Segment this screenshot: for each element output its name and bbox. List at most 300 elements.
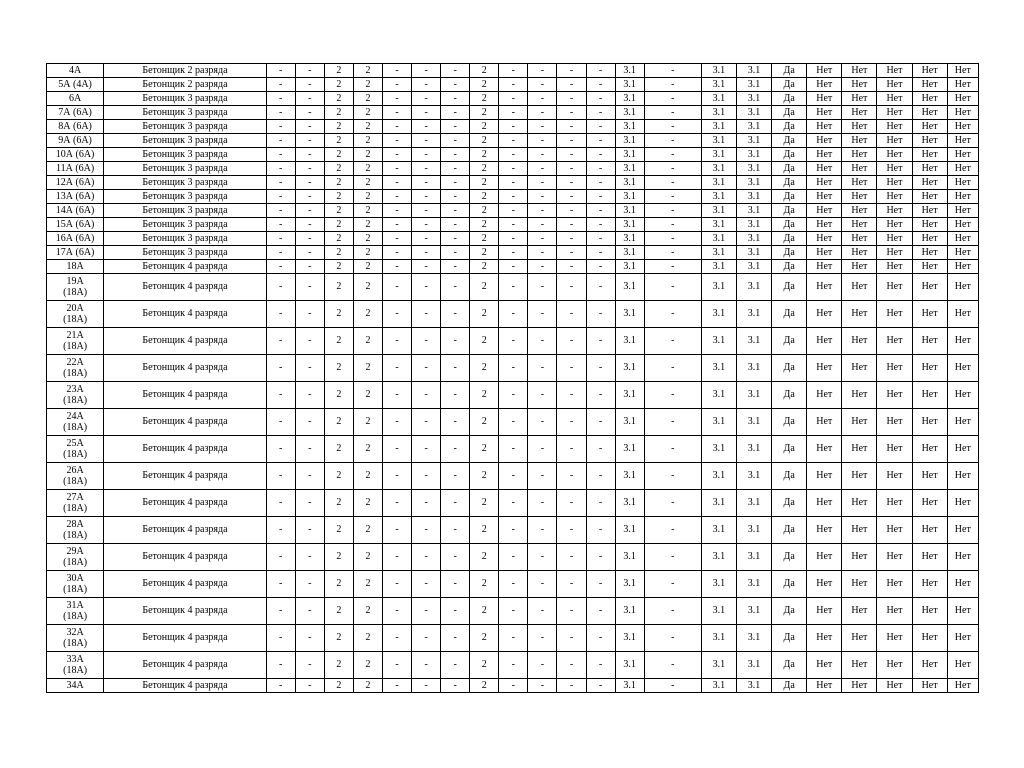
value-cell: - — [499, 328, 528, 355]
value-cell: - — [412, 490, 441, 517]
workplace-id-cell — [47, 64, 104, 78]
value-cell: - — [557, 625, 586, 652]
value-cell: 2 — [353, 218, 382, 232]
value-cell: - — [586, 328, 615, 355]
table-row — [47, 78, 979, 92]
value-cell: - — [266, 218, 295, 232]
value-cell: 3.1 — [736, 190, 771, 204]
value-cell: - — [412, 190, 441, 204]
value-cell: - — [557, 134, 586, 148]
value-cell: 2 — [470, 490, 499, 517]
table-row — [47, 176, 979, 190]
value-cell: Нет — [912, 246, 947, 260]
workplace-id-line: 29А — [66, 546, 84, 557]
value-cell: - — [412, 544, 441, 571]
value-cell: Нет — [912, 328, 947, 355]
value-cell: - — [383, 436, 412, 463]
value-cell: - — [383, 64, 412, 78]
profession-cell: Бетонщик 4 разряда — [104, 355, 267, 382]
value-cell: Нет — [842, 463, 877, 490]
value-cell: Нет — [807, 260, 842, 274]
value-cell: - — [295, 301, 324, 328]
value-cell: - — [557, 382, 586, 409]
value-cell: 3.1 — [701, 571, 736, 598]
profession-cell: Бетонщик 2 разряда — [104, 64, 267, 78]
value-cell: - — [528, 382, 557, 409]
value-cell: Да — [772, 218, 807, 232]
profession-cell: Бетонщик 4 разряда — [104, 625, 267, 652]
value-cell: - — [295, 106, 324, 120]
workplace-id-cell — [47, 328, 104, 355]
profession-cell: Бетонщик 3 разряда — [104, 176, 267, 190]
value-cell: Нет — [842, 246, 877, 260]
value-cell: 3.1 — [701, 120, 736, 134]
value-cell: Нет — [842, 218, 877, 232]
table-row — [47, 409, 979, 436]
value-cell: Да — [772, 64, 807, 78]
value-cell: - — [295, 78, 324, 92]
value-cell: - — [412, 204, 441, 218]
value-cell: Нет — [807, 355, 842, 382]
value-cell: - — [528, 260, 557, 274]
value-cell: 2 — [353, 176, 382, 190]
value-cell: - — [499, 436, 528, 463]
value-cell: 3.1 — [701, 355, 736, 382]
value-cell: 3.1 — [615, 92, 644, 106]
value-cell: 3.1 — [736, 218, 771, 232]
value-cell: 2 — [353, 246, 382, 260]
value-cell: Нет — [912, 78, 947, 92]
value-cell: 3.1 — [615, 162, 644, 176]
value-cell: - — [412, 232, 441, 246]
workplace-id-cell — [47, 274, 104, 301]
workplace-id-line: 20А — [66, 303, 84, 314]
table-row — [47, 106, 979, 120]
table-row — [47, 355, 979, 382]
value-cell: - — [499, 571, 528, 598]
value-cell: Да — [772, 134, 807, 148]
value-cell: Нет — [842, 625, 877, 652]
value-cell: - — [412, 463, 441, 490]
value-cell: Да — [772, 463, 807, 490]
workplace-id-line: 24А — [66, 411, 84, 422]
value-cell: 3.1 — [615, 598, 644, 625]
value-cell: - — [441, 218, 470, 232]
value-cell: Нет — [807, 544, 842, 571]
value-cell: Нет — [912, 490, 947, 517]
value-cell: - — [586, 162, 615, 176]
value-cell: Да — [772, 517, 807, 544]
value-cell: Да — [772, 436, 807, 463]
value-cell: - — [644, 490, 701, 517]
value-cell: 3.1 — [615, 190, 644, 204]
value-cell: Нет — [842, 78, 877, 92]
value-cell: - — [266, 679, 295, 693]
value-cell: 3.1 — [736, 355, 771, 382]
value-cell: - — [383, 246, 412, 260]
value-cell: Нет — [947, 355, 978, 382]
value-cell: 3.1 — [736, 260, 771, 274]
value-cell: Нет — [807, 463, 842, 490]
value-cell: Нет — [947, 571, 978, 598]
value-cell: - — [586, 274, 615, 301]
value-cell: - — [383, 204, 412, 218]
value-cell: Нет — [912, 382, 947, 409]
value-cell: - — [383, 218, 412, 232]
value-cell: Нет — [807, 436, 842, 463]
workplace-id-line: 23А — [66, 384, 84, 395]
workplace-id-cell — [47, 571, 104, 598]
value-cell: - — [557, 274, 586, 301]
value-cell: 3.1 — [615, 652, 644, 679]
value-cell: 3.1 — [701, 218, 736, 232]
value-cell: - — [557, 246, 586, 260]
value-cell: - — [266, 106, 295, 120]
value-cell: Нет — [947, 301, 978, 328]
workplace-id-line: 4А — [68, 65, 82, 76]
value-cell: - — [586, 598, 615, 625]
value-cell: 2 — [353, 409, 382, 436]
value-cell: 2 — [353, 148, 382, 162]
value-cell: 2 — [470, 274, 499, 301]
workplace-id-cell — [47, 598, 104, 625]
value-cell: 2 — [470, 120, 499, 134]
value-cell: 3.1 — [615, 679, 644, 693]
value-cell: - — [528, 490, 557, 517]
value-cell: 3.1 — [701, 190, 736, 204]
workplace-id-line: (18А) — [63, 476, 88, 487]
workplace-id-cell — [47, 162, 104, 176]
value-cell: - — [586, 134, 615, 148]
profession-cell: Бетонщик 3 разряда — [104, 120, 267, 134]
value-cell: - — [557, 301, 586, 328]
value-cell: Да — [772, 78, 807, 92]
value-cell: - — [383, 355, 412, 382]
value-cell: Нет — [947, 260, 978, 274]
value-cell: 3.1 — [736, 78, 771, 92]
value-cell: 3.1 — [701, 301, 736, 328]
value-cell: 3.1 — [736, 204, 771, 218]
value-cell: 2 — [353, 490, 382, 517]
value-cell: - — [557, 463, 586, 490]
value-cell: - — [586, 544, 615, 571]
value-cell: 3.1 — [701, 625, 736, 652]
value-cell: 2 — [470, 92, 499, 106]
value-cell: - — [528, 218, 557, 232]
value-cell: - — [412, 382, 441, 409]
value-cell: 2 — [353, 274, 382, 301]
value-cell: 2 — [470, 625, 499, 652]
value-cell: 2 — [353, 652, 382, 679]
value-cell: 3.1 — [615, 571, 644, 598]
value-cell: Нет — [947, 436, 978, 463]
value-cell: - — [441, 64, 470, 78]
value-cell: - — [295, 463, 324, 490]
workplace-id-cell — [47, 246, 104, 260]
value-cell: - — [412, 218, 441, 232]
value-cell: - — [266, 260, 295, 274]
value-cell: - — [383, 625, 412, 652]
value-cell: 3.1 — [736, 148, 771, 162]
value-cell: - — [295, 544, 324, 571]
value-cell: - — [383, 517, 412, 544]
value-cell: Да — [772, 490, 807, 517]
profession-cell: Бетонщик 4 разряда — [104, 679, 267, 693]
value-cell: Да — [772, 176, 807, 190]
value-cell: 2 — [470, 328, 499, 355]
value-cell: - — [441, 544, 470, 571]
profession-cell: Бетонщик 4 разряда — [104, 436, 267, 463]
value-cell: Да — [772, 190, 807, 204]
table-row — [47, 463, 979, 490]
value-cell: Да — [772, 301, 807, 328]
value-cell: - — [266, 544, 295, 571]
value-cell: - — [528, 64, 557, 78]
workplace-id-line: (18А) — [63, 395, 88, 406]
value-cell: Нет — [947, 190, 978, 204]
table-row — [47, 517, 979, 544]
value-cell: - — [586, 571, 615, 598]
value-cell: - — [586, 436, 615, 463]
workplace-id-line: (18А) — [63, 611, 88, 622]
value-cell: - — [499, 148, 528, 162]
value-cell: Да — [772, 148, 807, 162]
value-cell: Нет — [912, 204, 947, 218]
workplace-id-cell — [47, 78, 104, 92]
value-cell: Нет — [807, 64, 842, 78]
value-cell: - — [499, 162, 528, 176]
value-cell: Да — [772, 355, 807, 382]
value-cell: 3.1 — [736, 106, 771, 120]
value-cell: - — [441, 120, 470, 134]
value-cell: Нет — [807, 218, 842, 232]
value-cell: 2 — [353, 625, 382, 652]
value-cell: 2 — [470, 162, 499, 176]
table-row — [47, 246, 979, 260]
value-cell: Нет — [877, 92, 912, 106]
value-cell: - — [586, 246, 615, 260]
workplace-id-cell — [47, 463, 104, 490]
value-cell: 2 — [353, 120, 382, 134]
value-cell: Нет — [807, 328, 842, 355]
value-cell: Нет — [877, 218, 912, 232]
value-cell: - — [383, 260, 412, 274]
value-cell: Нет — [807, 490, 842, 517]
value-cell: 3.1 — [615, 106, 644, 120]
value-cell: - — [412, 301, 441, 328]
value-cell: Нет — [842, 355, 877, 382]
profession-cell: Бетонщик 4 разряда — [104, 652, 267, 679]
value-cell: - — [528, 652, 557, 679]
workplace-id-line: (18А) — [63, 287, 88, 298]
value-cell: Да — [772, 120, 807, 134]
workplace-id-line: (18А) — [63, 449, 88, 460]
value-cell: - — [644, 328, 701, 355]
value-cell: - — [528, 463, 557, 490]
value-cell: 2 — [470, 134, 499, 148]
value-cell: - — [266, 176, 295, 190]
value-cell: Нет — [912, 517, 947, 544]
value-cell: 2 — [353, 204, 382, 218]
value-cell: - — [528, 571, 557, 598]
value-cell: 2 — [470, 106, 499, 120]
value-cell: Нет — [807, 232, 842, 246]
table-row — [47, 204, 979, 218]
value-cell: - — [266, 436, 295, 463]
profession-cell: Бетонщик 3 разряда — [104, 134, 267, 148]
value-cell: - — [557, 218, 586, 232]
value-cell: - — [557, 120, 586, 134]
value-cell: 2 — [324, 571, 353, 598]
table-row — [47, 218, 979, 232]
value-cell: Нет — [877, 78, 912, 92]
value-cell: - — [295, 517, 324, 544]
value-cell: - — [295, 232, 324, 246]
table-row — [47, 382, 979, 409]
value-cell: - — [441, 490, 470, 517]
value-cell: - — [412, 246, 441, 260]
value-cell: - — [499, 544, 528, 571]
value-cell: 2 — [470, 679, 499, 693]
value-cell: Да — [772, 162, 807, 176]
value-cell: Нет — [912, 232, 947, 246]
value-cell: - — [586, 190, 615, 204]
value-cell: - — [412, 625, 441, 652]
value-cell: - — [412, 176, 441, 190]
profession-cell: Бетонщик 4 разряда — [104, 571, 267, 598]
value-cell: Нет — [842, 544, 877, 571]
value-cell: Да — [772, 246, 807, 260]
value-cell: 3.1 — [615, 64, 644, 78]
value-cell: 3.1 — [615, 246, 644, 260]
value-cell: - — [586, 148, 615, 162]
value-cell: - — [528, 301, 557, 328]
value-cell: - — [586, 92, 615, 106]
value-cell: - — [441, 78, 470, 92]
value-cell: - — [644, 463, 701, 490]
value-cell: - — [441, 382, 470, 409]
value-cell: Да — [772, 571, 807, 598]
value-cell: - — [383, 490, 412, 517]
table-row — [47, 162, 979, 176]
value-cell: 3.1 — [736, 409, 771, 436]
value-cell: - — [412, 571, 441, 598]
value-cell: 3.1 — [615, 78, 644, 92]
value-cell: 3.1 — [701, 148, 736, 162]
table-row — [47, 134, 979, 148]
value-cell: 2 — [324, 148, 353, 162]
value-cell: Нет — [947, 176, 978, 190]
value-cell: Нет — [912, 544, 947, 571]
value-cell: Нет — [807, 106, 842, 120]
workplace-id-line: (18А) — [63, 584, 88, 595]
value-cell: 3.1 — [615, 148, 644, 162]
value-cell: - — [441, 328, 470, 355]
value-cell: Нет — [912, 190, 947, 204]
value-cell: Нет — [947, 162, 978, 176]
value-cell: 2 — [470, 409, 499, 436]
workplace-id-line: 7А (6А) — [58, 107, 92, 118]
value-cell: 2 — [324, 463, 353, 490]
value-cell: - — [528, 92, 557, 106]
value-cell: Нет — [842, 176, 877, 190]
value-cell: Нет — [912, 571, 947, 598]
value-cell: 3.1 — [701, 382, 736, 409]
value-cell: - — [383, 463, 412, 490]
workplace-id-cell — [47, 517, 104, 544]
value-cell: 3.1 — [615, 120, 644, 134]
value-cell: - — [586, 204, 615, 218]
value-cell: Нет — [947, 463, 978, 490]
value-cell: 3.1 — [701, 106, 736, 120]
value-cell: 2 — [353, 162, 382, 176]
value-cell: 2 — [353, 260, 382, 274]
value-cell: - — [499, 301, 528, 328]
value-cell: - — [644, 679, 701, 693]
value-cell: - — [557, 162, 586, 176]
value-cell: 2 — [324, 64, 353, 78]
value-cell: - — [499, 106, 528, 120]
value-cell: Нет — [912, 134, 947, 148]
value-cell: - — [528, 625, 557, 652]
value-cell: 3.1 — [615, 436, 644, 463]
workplace-id-line: 6А — [68, 93, 82, 104]
value-cell: - — [383, 652, 412, 679]
value-cell: 2 — [470, 571, 499, 598]
value-cell: Нет — [947, 490, 978, 517]
value-cell: Нет — [842, 301, 877, 328]
workplace-id-line: 9А (6А) — [58, 135, 92, 146]
value-cell: - — [441, 598, 470, 625]
value-cell: 3.1 — [736, 652, 771, 679]
value-cell: - — [586, 490, 615, 517]
value-cell: - — [644, 106, 701, 120]
table-body — [47, 64, 979, 693]
value-cell: 2 — [353, 64, 382, 78]
value-cell: - — [528, 328, 557, 355]
value-cell: - — [266, 328, 295, 355]
value-cell: 3.1 — [615, 355, 644, 382]
value-cell: Нет — [877, 490, 912, 517]
value-cell: Нет — [807, 301, 842, 328]
value-cell: - — [586, 679, 615, 693]
workplace-id-cell — [47, 652, 104, 679]
value-cell: - — [412, 106, 441, 120]
value-cell: - — [266, 120, 295, 134]
value-cell: - — [644, 409, 701, 436]
value-cell: - — [557, 436, 586, 463]
value-cell: - — [586, 463, 615, 490]
table-row — [47, 232, 979, 246]
value-cell: - — [557, 679, 586, 693]
value-cell: Нет — [877, 328, 912, 355]
value-cell: Нет — [947, 246, 978, 260]
value-cell: - — [295, 355, 324, 382]
value-cell: 3.1 — [736, 120, 771, 134]
value-cell: Нет — [842, 517, 877, 544]
value-cell: - — [557, 355, 586, 382]
value-cell: - — [441, 148, 470, 162]
value-cell: 2 — [324, 328, 353, 355]
value-cell: 2 — [470, 148, 499, 162]
value-cell: Нет — [842, 134, 877, 148]
value-cell: 3.1 — [736, 517, 771, 544]
value-cell: Нет — [947, 120, 978, 134]
value-cell: - — [586, 355, 615, 382]
value-cell: - — [295, 382, 324, 409]
workplace-id-cell — [47, 190, 104, 204]
workplace-id-line: (18А) — [63, 665, 88, 676]
